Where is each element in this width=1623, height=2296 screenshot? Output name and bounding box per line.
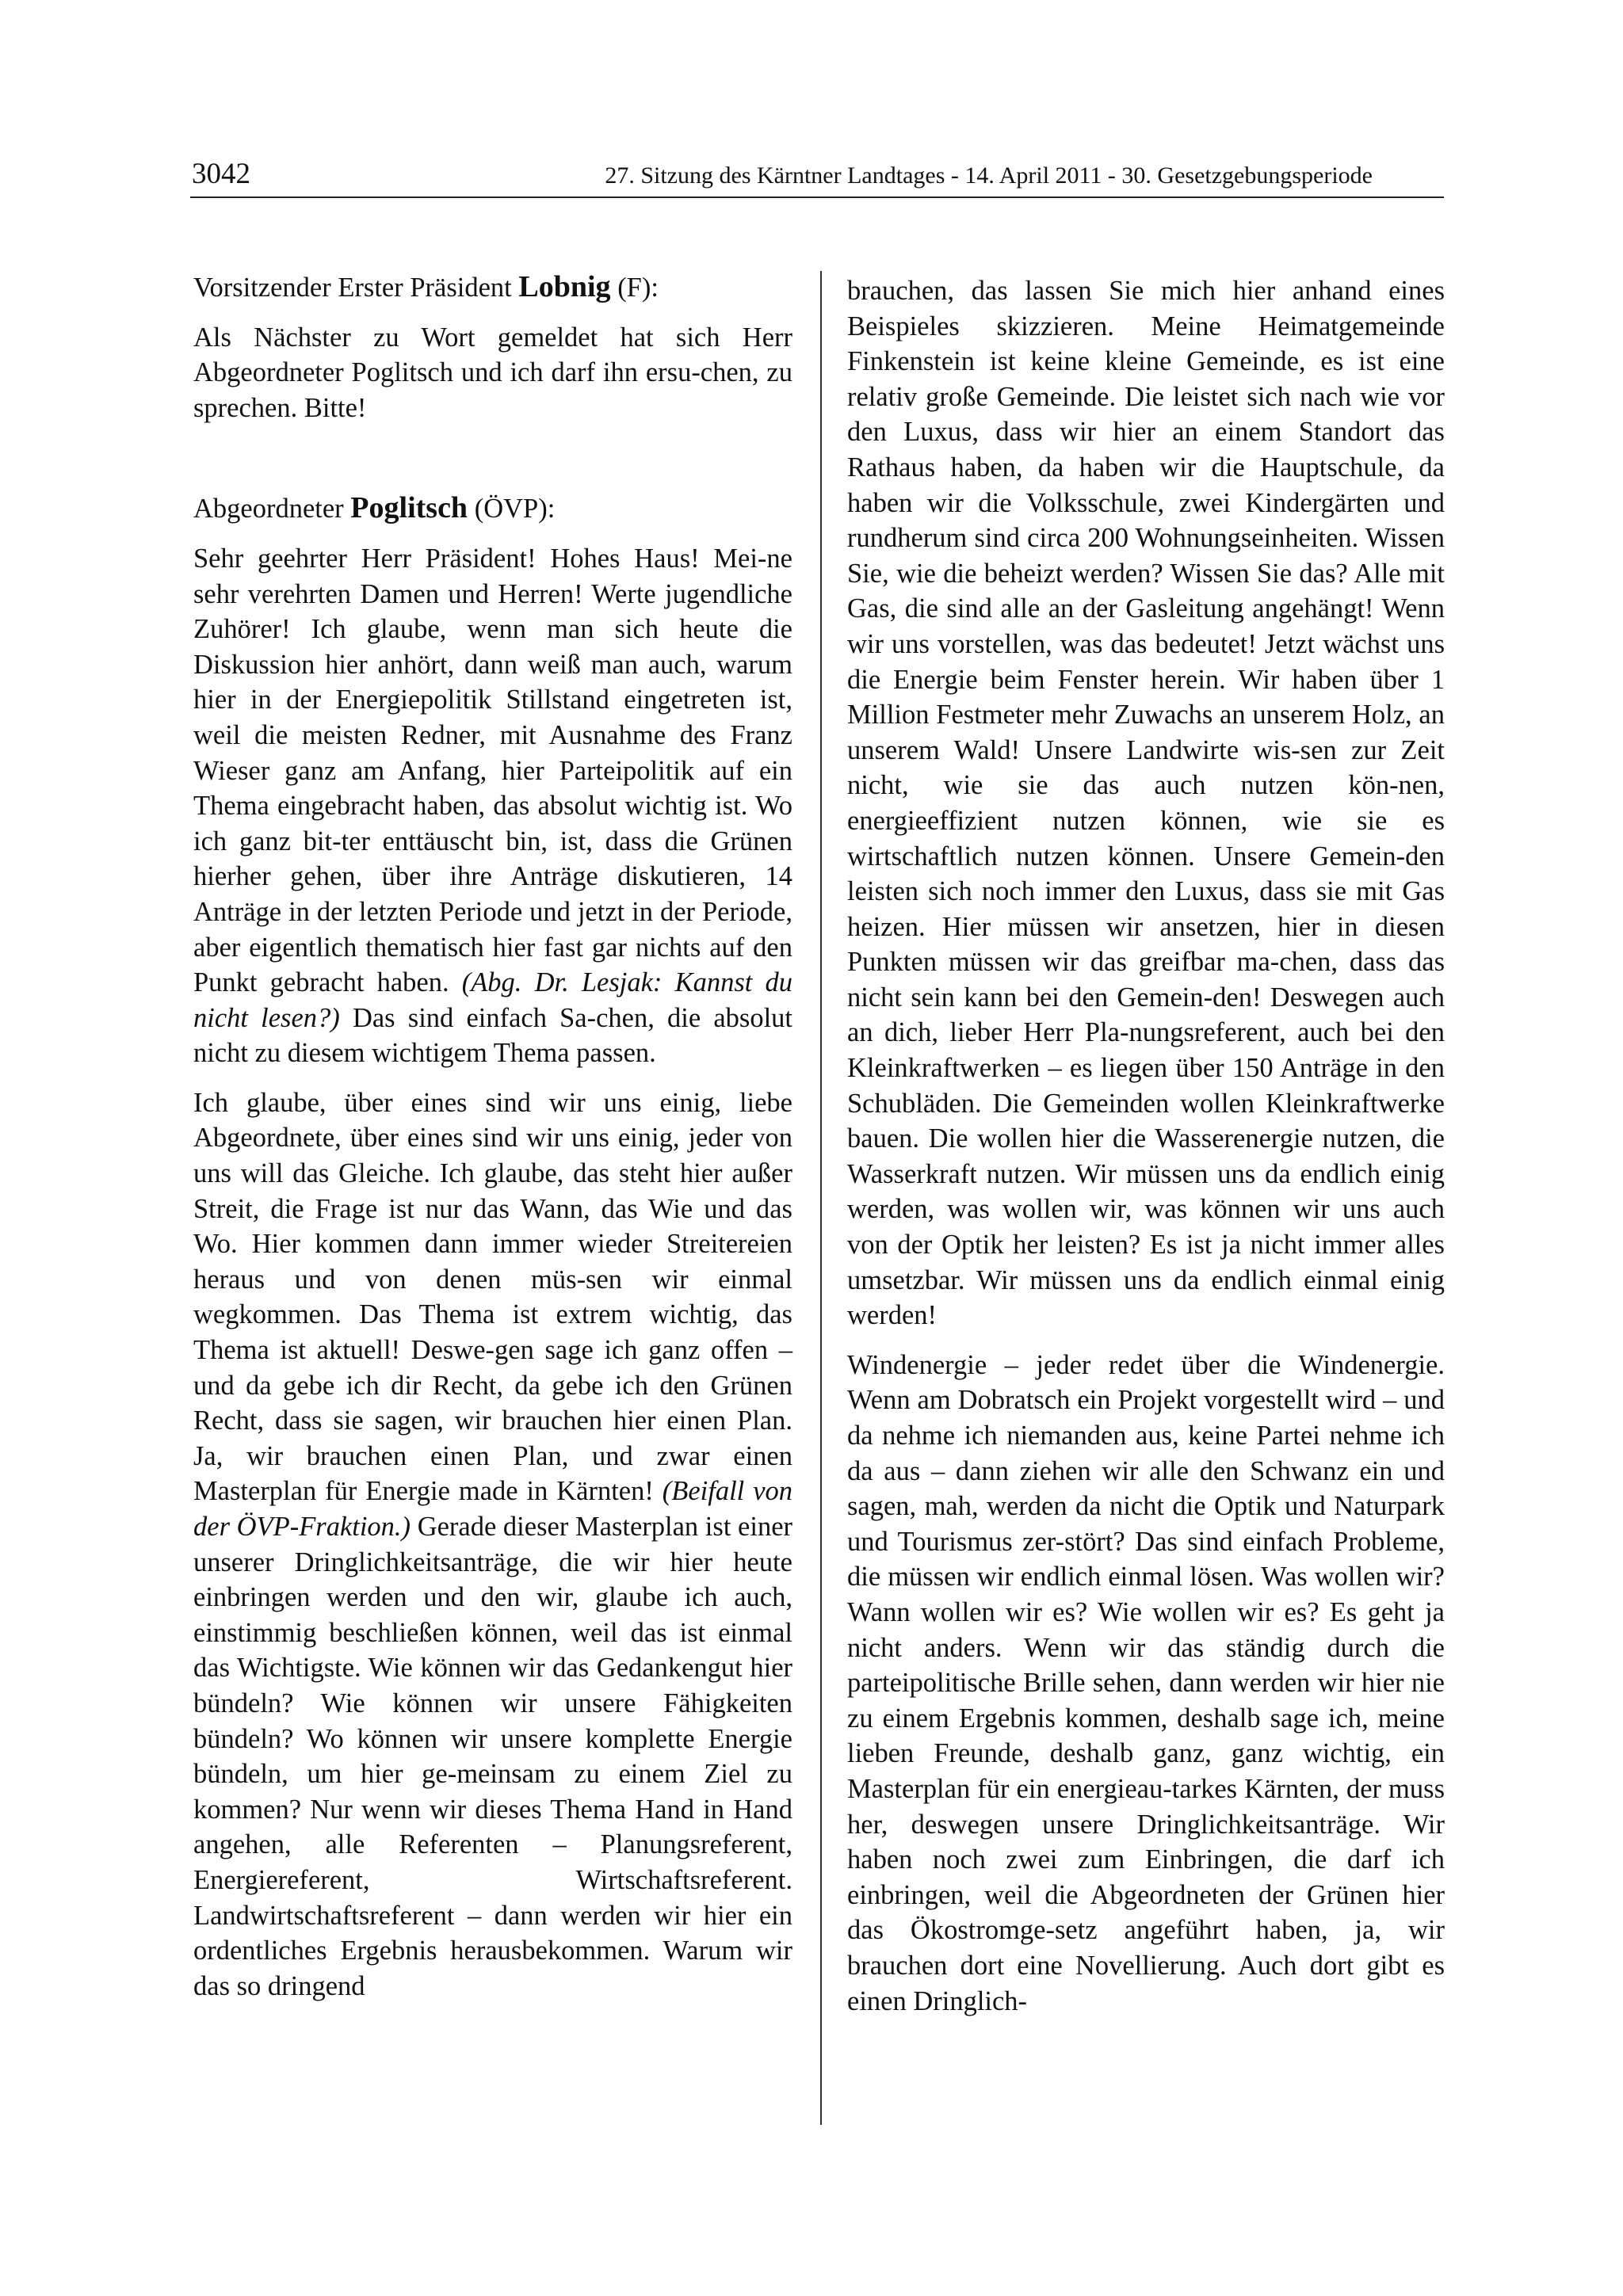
page-header xyxy=(190,155,1444,198)
speaker-party: (F): xyxy=(610,273,659,303)
paragraph-text: Sehr geehrter Herr Präsident! Hohes Haus! Mei-ne sehr verehrten Damen und Herren! Werte jugendliche Zuhörer! Ich glaube, wenn man sich heute die Diskussion hier anhört, dann weiß man auch, warum hier in der Energiepolitik Stillstand eingetreten ist, weil die meisten Redner, mit Ausnahme des Franz Wieser ganz am Anfang, hier Parteipolitik auf ein Thema eingebracht haben, das absolut wichtig ist. Wo ich ganz bit-ter enttäuscht bin, ist, dass die Grünen hierher gehen, über ihre Anträge diskutieren, 14 Anträge in der letzten Periode und jetzt in der Periode, aber eigentlich thematisch hier fast gar nichts auf den Punkt gebracht haben. xyxy=(193,543,792,998)
interjection: (Abg. Dr. Lesjak: Kannst du nicht lesen?) xyxy=(193,967,792,1033)
interjection: (Beifall von der ÖVP-Fraktion.) xyxy=(193,1476,793,1542)
speaker-role: Abgeordneter xyxy=(193,494,351,524)
paragraph xyxy=(193,1085,792,2004)
paragraph: Windenergie – jeder redet über die Windenergie. Wenn am Dobratsch ein Projekt vorgestellt wird – und da nehme ich niemanden aus, keine Partei nehme ich da aus – dann ziehen wir alle den Schwanz ein und sagen, mah, werden da nicht die Optik und Naturpark und Tourismus zer-stört? Das sind einfach Probleme, die müssen wir endlich einmal lösen. Was wollen wir? Wann wollen wir es? Wie wollen wir es? Es geht ja nicht anders. Wenn wir das ständig durch die parteipolitische Brille sehen, dann werden wir hier nie zu einem Ergebnis kommen, deshalb sage ich, meine lieben Freunde, deshalb ganz, ganz wichtig, ein Masterplan für ein energieau-tarkes Kärnten, der muss her, deswegen unsere Dringlichkeitsanträge. Wir haben noch zwei zum Einbringen, die darf ich einbringen, weil die Abgeordneten der Grünen hier das Ökostromge-setz angeführt haben, ja, wir brauchen dort eine Novellierung. Auch dort gibt es einen Dringlich- xyxy=(847,1349,1445,2016)
speaker-party: (ÖVP): xyxy=(468,494,556,524)
paragraph-text: Gerade dieser Masterplan ist einer unserer Dringlichkeitsanträge, die wir hier heute einbringen werden und den wir, glaube ich auch, einstimmig beschließen können, weil das ist einmal das Wichtigste. Wie können wir das Gedankengut hier bündeln? Wie können wir unsere Fähigkeiten bündeln? Wo können wir unsere komplette Energie bündeln, um hier ge-meinsam zu einem Ziel zu kommen? Nur wenn wir dieses Thema Hand in Hand angehen, alle Referenten – Planungsreferent, Energiereferent, Wirtschaftsreferent. Landwirtschaftsreferent – dann werden wir hier ein ordentliches Ergebnis herausbekommen. Warum wir das so dringend xyxy=(193,1512,793,2001)
column-divider xyxy=(820,271,822,2125)
speaker-heading-poglitsch xyxy=(193,490,792,527)
paragraph-text: Ich glaube, über eines sind wir uns einig, liebe Abgeordnete, über eines sind wir uns einig, jeder von uns will das Gleiche. Ich glaube, das steht hier außer Streit, die Frage ist nur das Wann, das Wie und das Wo. Hier kommen dann immer wieder Streitereien heraus und von denen müs-sen wir einmal wegkommen. Das Thema ist extrem wichtig, das Thema ist aktuell! Deswe-gen sage ich ganz offen – und da gebe ich dir Recht, da gebe ich den Grünen Recht, dass sie sagen, wir brauchen hier einen Plan. Ja, wir brauchen einen Plan, und zwar einen Masterplan für Energie made in Kärnten! xyxy=(193,1087,792,1507)
right-column xyxy=(847,273,1445,2033)
page-number: 3042 xyxy=(192,158,250,190)
speaker-name: Poglitsch xyxy=(350,491,468,525)
paragraph: Als Nächster zu Wort gemeldet hat sich Herr Abgeordneter Poglitsch und ich darf ihn ersu-chen, zu sprechen. Bitte! xyxy=(193,322,792,423)
paragraph: brauchen, das lassen Sie mich hier anhand eines Beispieles skizzieren. Meine Heimatgemeinde Finkenstein ist keine kleine Gemeinde, es ist eine relativ große Gemeinde. Die leistet sich nach wie vor den Luxus, dass wir hier an einem Standort das Rathaus haben, da haben wir die Hauptschule, da haben wir die Volksschule, zwei Kindergärten und rundherum sind circa 200 Wohnungseinheiten. Wissen Sie, wie die beheizt werden? Wissen Sie das? Alle mit Gas, die sind alle an der Gasleitung angehängt! Wenn wir uns vorstellen, was das bedeutet! Jetzt wächst uns die Energie beim Fenster herein. Wir haben über 1 Million Festmeter mehr Zuwachs an unserem Holz, an unserem Wald! Unsere Landwirte wis-sen zur Zeit nicht, wie sie das auch nutzen kön-nen, energieeffizient nutzen können, wie sie es wirtschaftlich nutzen können. Unsere Gemein-den leisten sich noch immer den Luxus, dass sie mit Gas heizen. Hier müssen wir ansetzen, hier in diesen Punkten müssen wir das greifbar ma-chen, dass das nicht sein kann bei den Gemein-den! Deswegen auch an dich, lieber Herr Pla-nungsreferent, auch bei den Kleinkraftwerken – es liegen über 150 Anträge in den Schubläden. Die Gemeinden wollen Kleinkraftwerke bauen. Die wollen hier die Wasserenergie nutzen, die Wasserkraft nutzen. Wir müssen uns da endlich einig werden, was wollen wir, was können wir uns auch von der Optik her leisten? Es ist ja nicht immer alles umsetzbar. Wir müssen uns da endlich einmal einig werden! xyxy=(847,276,1445,1331)
running-head: 27. Sitzung des Kärntner Landtages - 14. April 2011 - 30. Gesetzgebungsperiode xyxy=(605,162,1373,189)
paragraph-text: Das sind einfach Sa-chen, die absolut nicht zu diesem wichtigem Thema passen. xyxy=(193,1002,792,1069)
speaker-name: Lobnig xyxy=(518,270,611,303)
paragraph xyxy=(193,541,792,1071)
speaker-heading-lobnig xyxy=(193,269,792,306)
speaker-role: Vorsitzender Erster Präsident xyxy=(193,273,519,303)
left-column xyxy=(193,269,792,2018)
